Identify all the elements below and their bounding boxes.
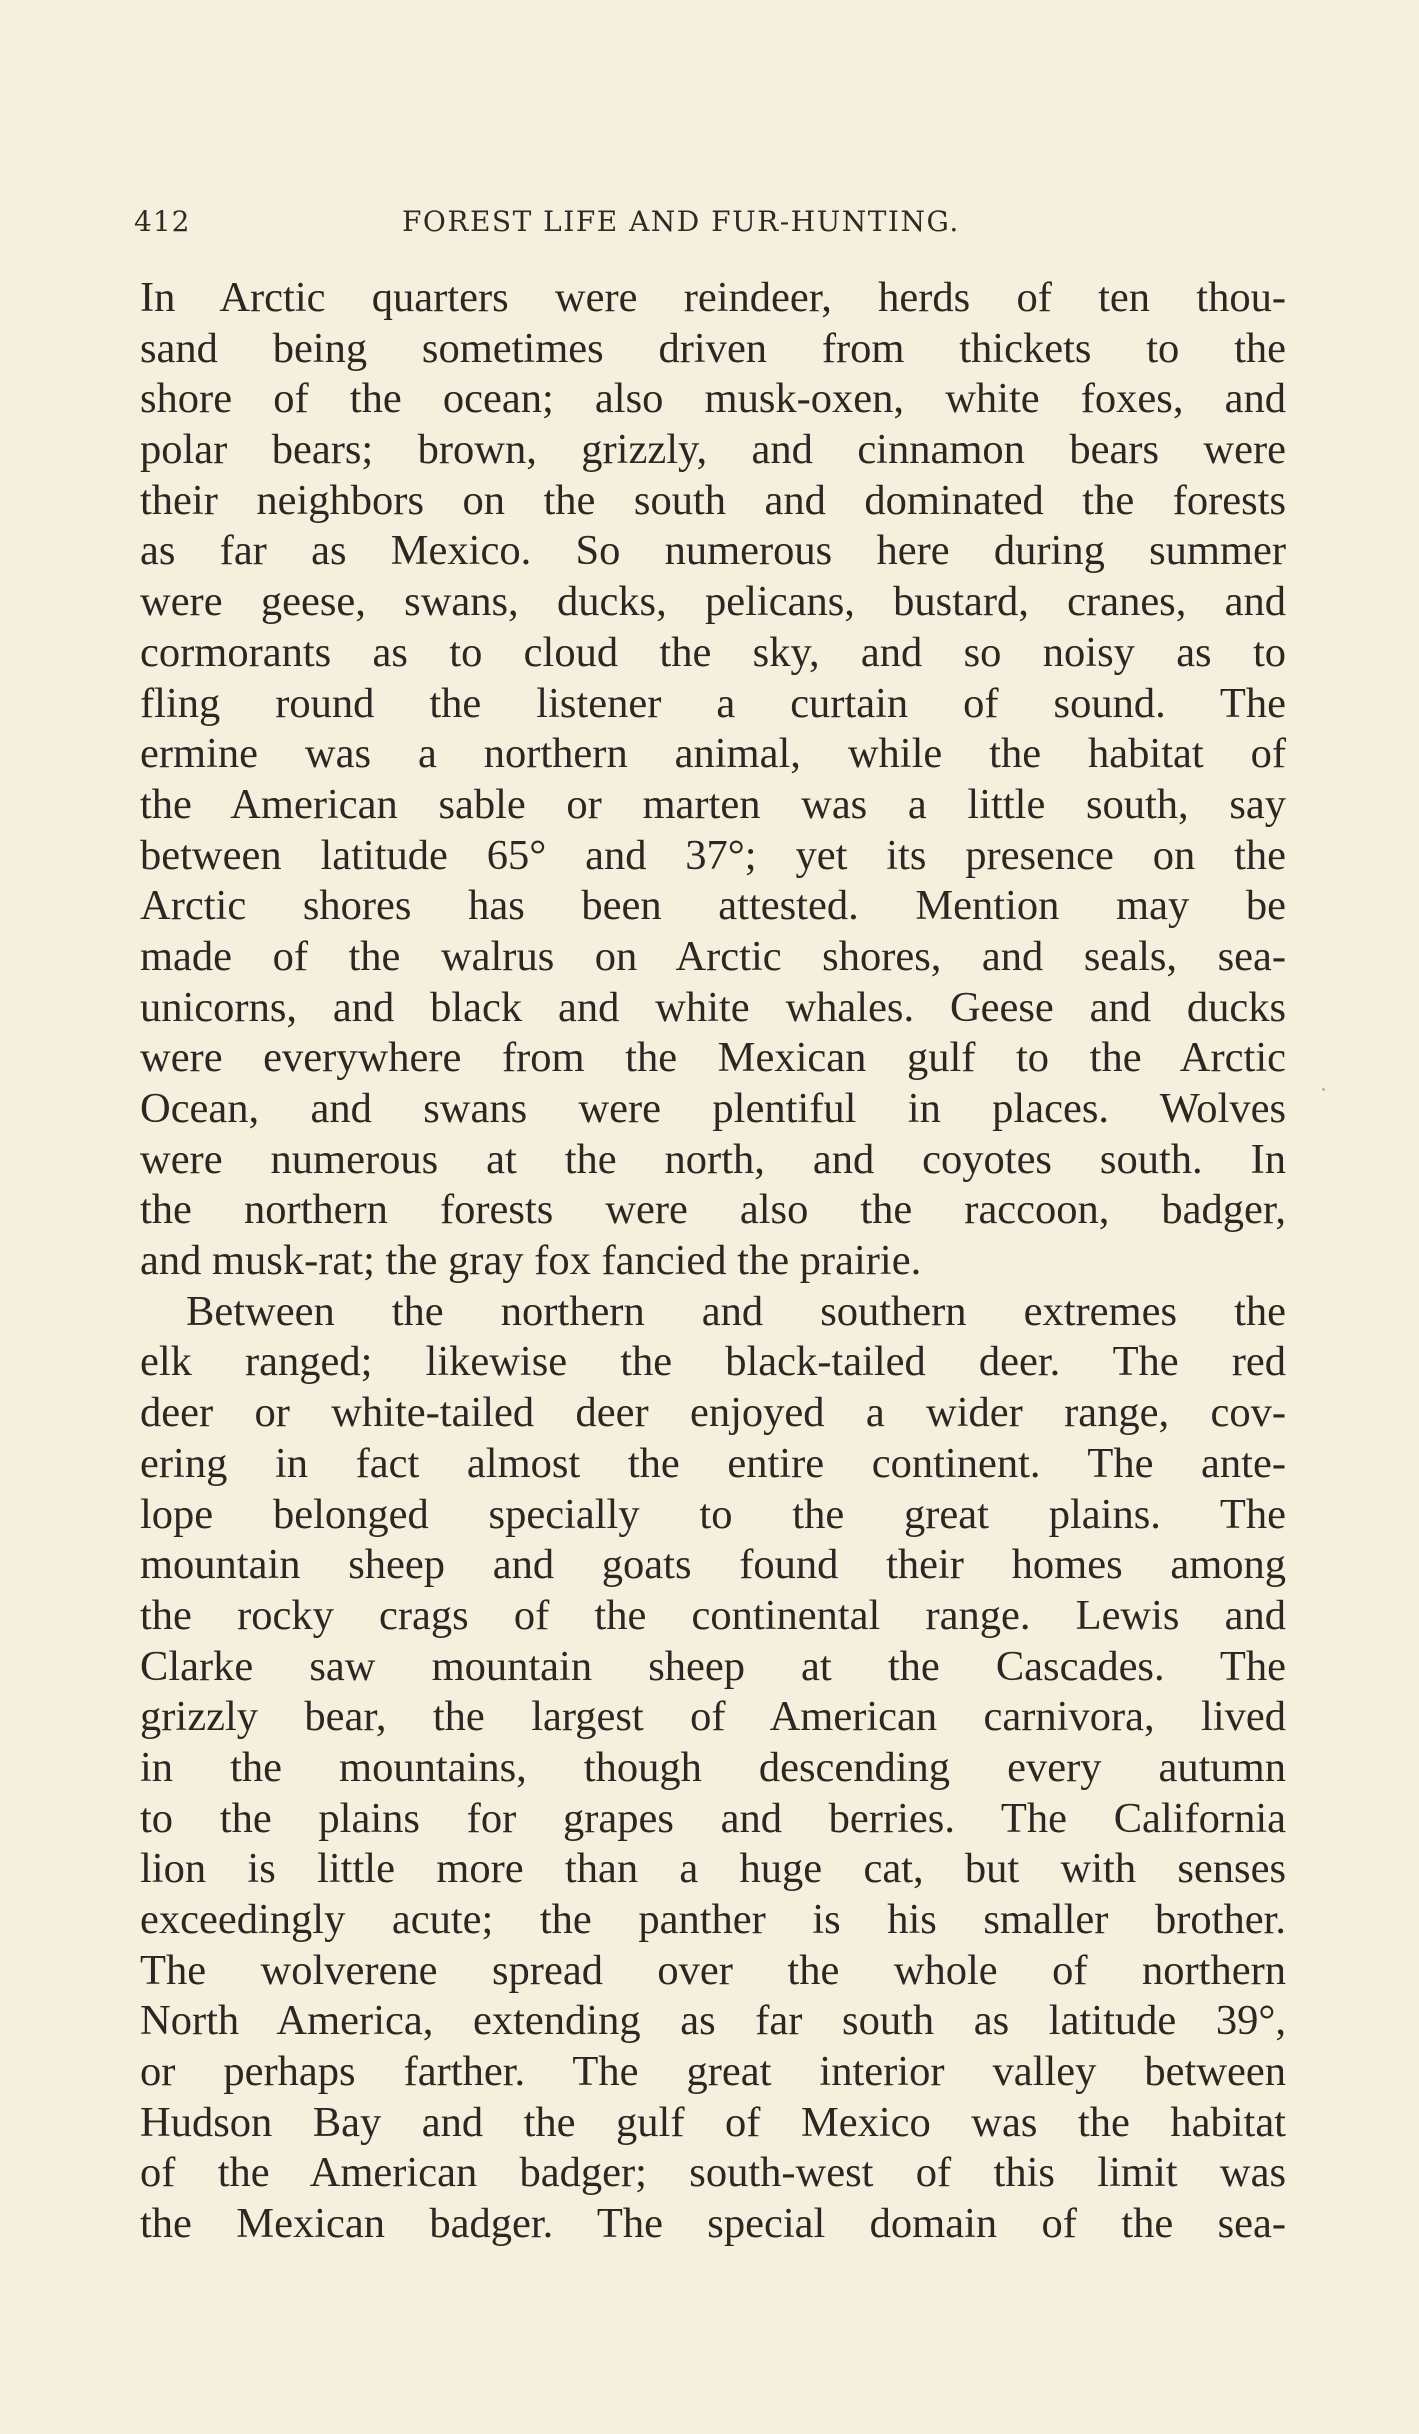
text-line: grizzly bear, the largest of American carnivora, lived — [140, 1693, 1286, 1741]
text-line: Clarke saw mountain sheep at the Cascades. The — [140, 1642, 1286, 1690]
text-line: fling round the listener a curtain of sound. The — [140, 679, 1286, 727]
text-line: elk ranged; likewise the black-tailed deer. The red — [140, 1338, 1286, 1386]
text-line: polar bears; brown, grizzly, and cinnamon bears were — [140, 426, 1286, 474]
text-line: In Arctic quarters were reindeer, herds of ten thou- — [140, 274, 1286, 321]
text-line: were numerous at the north, and coyotes south. In — [140, 1135, 1286, 1183]
text-line: as far as Mexico. So numerous here during summer — [140, 527, 1286, 575]
body-text — [140, 273, 1286, 2250]
text-line: made of the walrus on Arctic shores, and seals, sea- — [140, 932, 1286, 980]
page-number: 412 — [134, 205, 191, 238]
text-line: between latitude 65° and 37°; yet its presence on the — [140, 831, 1286, 879]
running-head — [134, 205, 1289, 249]
text-line: sand being sometimes driven from thickets to the — [140, 324, 1286, 372]
text-line: Ocean, and swans were plentiful in places. Wolves — [140, 1085, 1286, 1132]
text-line: shore of the ocean; also musk-oxen, white foxes, and — [140, 375, 1286, 423]
text-line: mountain sheep and goats found their homes among — [140, 1541, 1286, 1589]
text-line: ermine was a northern animal, while the habitat of — [140, 730, 1286, 778]
text-line: were geese, swans, ducks, pelicans, bustard, cranes, and — [140, 578, 1286, 626]
text-line: exceedingly acute; the panther is his smaller brother. — [140, 1896, 1286, 1943]
text-line: the rocky crags of the continental range. Lewis and — [140, 1591, 1286, 1639]
text-line: ering in fact almost the entire continent. The ante- — [140, 1439, 1286, 1487]
text-line: North America, extending as far south as latitude 39°, — [140, 1997, 1286, 2045]
text-line: cormorants as to cloud the sky, and so noisy as to — [140, 628, 1286, 676]
paper-speck — [1322, 1088, 1325, 1091]
running-title: FOREST LIFE AND FUR-HUNTING. — [402, 205, 960, 238]
text-line: the American sable or marten was a little south, say — [140, 780, 1286, 828]
text-line: deer or white-tailed deer enjoyed a wider range, cov- — [140, 1389, 1286, 1437]
text-line: to the plains for grapes and berries. The California — [140, 1794, 1286, 1842]
text-line: The wolverene spread over the whole of northern — [140, 1946, 1286, 1994]
text-line: were everywhere from the Mexican gulf to the Arctic — [140, 1034, 1286, 1082]
text-line: their neighbors on the south and dominated the forests — [140, 476, 1286, 524]
text-line: or perhaps farther. The great interior valley between — [140, 2048, 1286, 2096]
text-line: Hudson Bay and the gulf of Mexico was the habitat — [140, 2098, 1286, 2146]
paragraph-start-line: Between the northern and southern extremes the — [186, 1287, 1286, 1335]
text-line: lope belonged specially to the great plains. The — [140, 1490, 1286, 1538]
text-line: in the mountains, though descending every autumn — [140, 1743, 1286, 1791]
text-line: the northern forests were also the raccoon, badger, — [140, 1186, 1286, 1234]
paragraph-end-line: and musk-rat; the gray fox fancied the prairie. — [140, 1237, 922, 1285]
text-line: unicorns, and black and white whales. Geese and ducks — [140, 983, 1286, 1031]
text-line: Arctic shores has been attested. Mention may be — [140, 882, 1286, 930]
text-line: the Mexican badger. The special domain of the sea- — [140, 2200, 1286, 2248]
text-line: lion is little more than a huge cat, but with senses — [140, 1845, 1286, 1893]
text-line: of the American badger; south-west of this limit was — [140, 2149, 1286, 2197]
